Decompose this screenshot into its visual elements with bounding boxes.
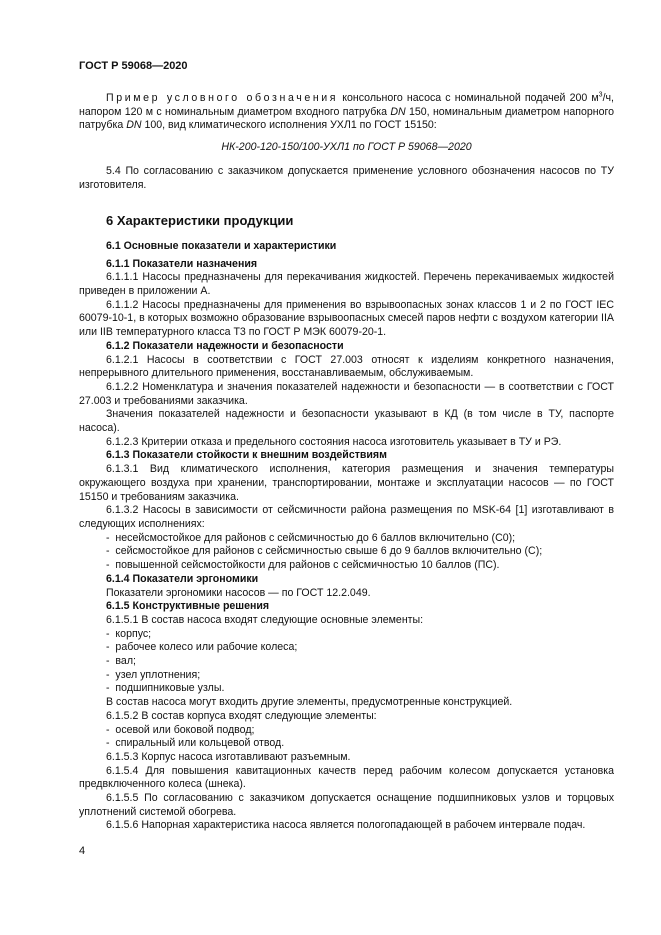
list-item: - осевой или боковой подвод; <box>79 724 614 738</box>
clause-6-1-2-1: 6.1.2.1 Насосы в соответствии с ГОСТ 27.003 относят к изделиям конкретного назначения, непрерывного длительного применения, восстанавливаемым, обслуживаемым. <box>79 353 614 380</box>
example-text-b: /ч, напором 120 м с номинальным диаметром входного патрубка <box>79 92 614 118</box>
heading-6-1-1: 6.1.1 Показатели назначения <box>106 257 258 270</box>
list-item: - повышенной сейсмостойкости для районов с сейсмичностью 10 баллов (ПС). <box>79 559 614 573</box>
heading-6-1-5: 6.1.5 Конструктивные решения <box>106 600 270 613</box>
clause-6-1-5-5: 6.1.5.5 По согласованию с заказчиком допускается оснащение подшипниковых узлов и торцовых уплотнений системой обогрева. <box>79 792 614 818</box>
seismic-list <box>79 532 614 573</box>
casing-elements-list <box>79 724 614 751</box>
list-item: - подшипниковые узлы. <box>79 682 614 696</box>
example-superscript: 3 <box>598 91 603 99</box>
clause-6-1-5-4: 6.1.5.4 Для повышения кавитационных качеств перед рабочим колесом допускается установка предвключенного колеса (шнека). <box>79 764 614 791</box>
ergonomics-text: Показатели эргономики насосов — по ГОСТ 12.2.049. <box>106 586 371 599</box>
page-number: 4 <box>79 845 86 857</box>
heading-6-1-3: 6.1.3 Показатели стойкости к внешним воздействиям <box>106 449 387 462</box>
list-item: - вал; <box>79 655 614 669</box>
other-elements-note: В состав насоса могут входить другие элементы, предусмотренные конструкцией. <box>106 696 513 709</box>
clause-6-1-5-3: 6.1.5.3 Корпус насоса изготавливают разъемным. <box>106 750 351 763</box>
clause-5-4: 5.4 По согласованию с заказчиком допускается применение условного обозначения насосов по ТУ изготовителя. <box>79 164 614 191</box>
document-code-header: ГОСТ Р 59068—2020 <box>79 60 188 72</box>
document-body <box>79 92 614 833</box>
heading-6-1-2: 6.1.2 Показатели надежности и безопасности <box>106 339 344 352</box>
list-item: - спиральный или кольцевой отвод. <box>79 737 614 751</box>
example-text-d: 100, вид климатического исполнения УХЛ1 по ГОСТ 15150: <box>141 119 437 132</box>
example-dn-1: DN <box>390 105 406 118</box>
example-text-c: 150, номинальным диаметром напорного патрубка <box>79 105 614 132</box>
clause-6-1-2-2: 6.1.2.2 Номенклатура и значения показателей надежности и безопасности — в соответствии с ГОСТ 27.003 и требованиями заказчика. <box>79 380 614 407</box>
example-paragraph <box>79 92 614 133</box>
clause-6-1-5-2: 6.1.5.2 В состав корпуса входят следующие элементы: <box>106 709 377 722</box>
list-item: - рабочее колесо или рабочие колеса; <box>79 641 614 655</box>
heading-6-1-4: 6.1.4 Показатели эргономики <box>106 572 259 585</box>
list-item: - сейсмостойкое для районов с сейсмичностью свыше 6 до 9 баллов включительно (С); <box>79 545 614 559</box>
section-6-heading: 6 Характеристики продукции <box>106 213 294 229</box>
pump-elements-list <box>79 628 614 697</box>
example-label: Пример условного обозначения <box>106 92 339 104</box>
example-text-a: консольного насоса с номинальной подачей 200 м <box>338 92 599 104</box>
clause-6-1-5-6: 6.1.5.6 Напорная характеристика насоса является пологопадающей в рабочем интервале подач. <box>106 819 586 832</box>
heading-6-1: 6.1 Основные показатели и характеристики <box>106 239 337 252</box>
clause-6-1-3-1: 6.1.3.1 Вид климатического исполнения, категория размещения и значения температуры окружающего воздуха при хранении, транспортировании, монтаже и эксплуатации насосов — по ГОСТ 15150 и требованиям заказчика. <box>79 463 614 503</box>
clause-6-1-3-2: 6.1.3.2 Насосы в зависимости от сейсмичности района размещения по MSK-64 [1] изготавливают в следующих исполнениях: <box>79 504 614 530</box>
example-designation: НК-200-120-150/100-УХЛ1 по ГОСТ Р 59068—2020 <box>221 141 472 154</box>
list-item: - узел уплотнения; <box>79 669 614 683</box>
clause-6-1-1-2: 6.1.1.2 Насосы предназначены для применения во взрывоопасных зонах классов 1 и 2 по ГОСТ IEC 60079-10-1, в которых возможно образование взрывоопасных смесей паров нефти с воздухом категории IIA или IIB температурного класса Т3 по ГОСТ Р МЭК 60079-20-1. <box>79 298 614 339</box>
clause-6-1-2-3: 6.1.2.3 Критерии отказа и предельного состояния насоса изготовитель указывает в ТУ и РЭ. <box>106 435 562 448</box>
clause-6-1-1-1: 6.1.1.1 Насосы предназначены для перекачивания жидкостей. Перечень перекачиваемых жидкостей приведен в приложении А. <box>79 271 614 298</box>
reliability-values-note: Значения показателей надежности и безопасности указывают в КД (в том числе в ТУ, паспорте насоса). <box>79 408 614 435</box>
list-item: - несейсмостойкое для районов с сейсмичностью до 6 баллов включительно (С0); <box>79 532 614 546</box>
clause-6-1-5-1: 6.1.5.1 В состав насоса входят следующие основные элементы: <box>106 613 424 626</box>
list-item: - корпус; <box>79 628 614 642</box>
example-dn-2: DN <box>126 119 142 132</box>
